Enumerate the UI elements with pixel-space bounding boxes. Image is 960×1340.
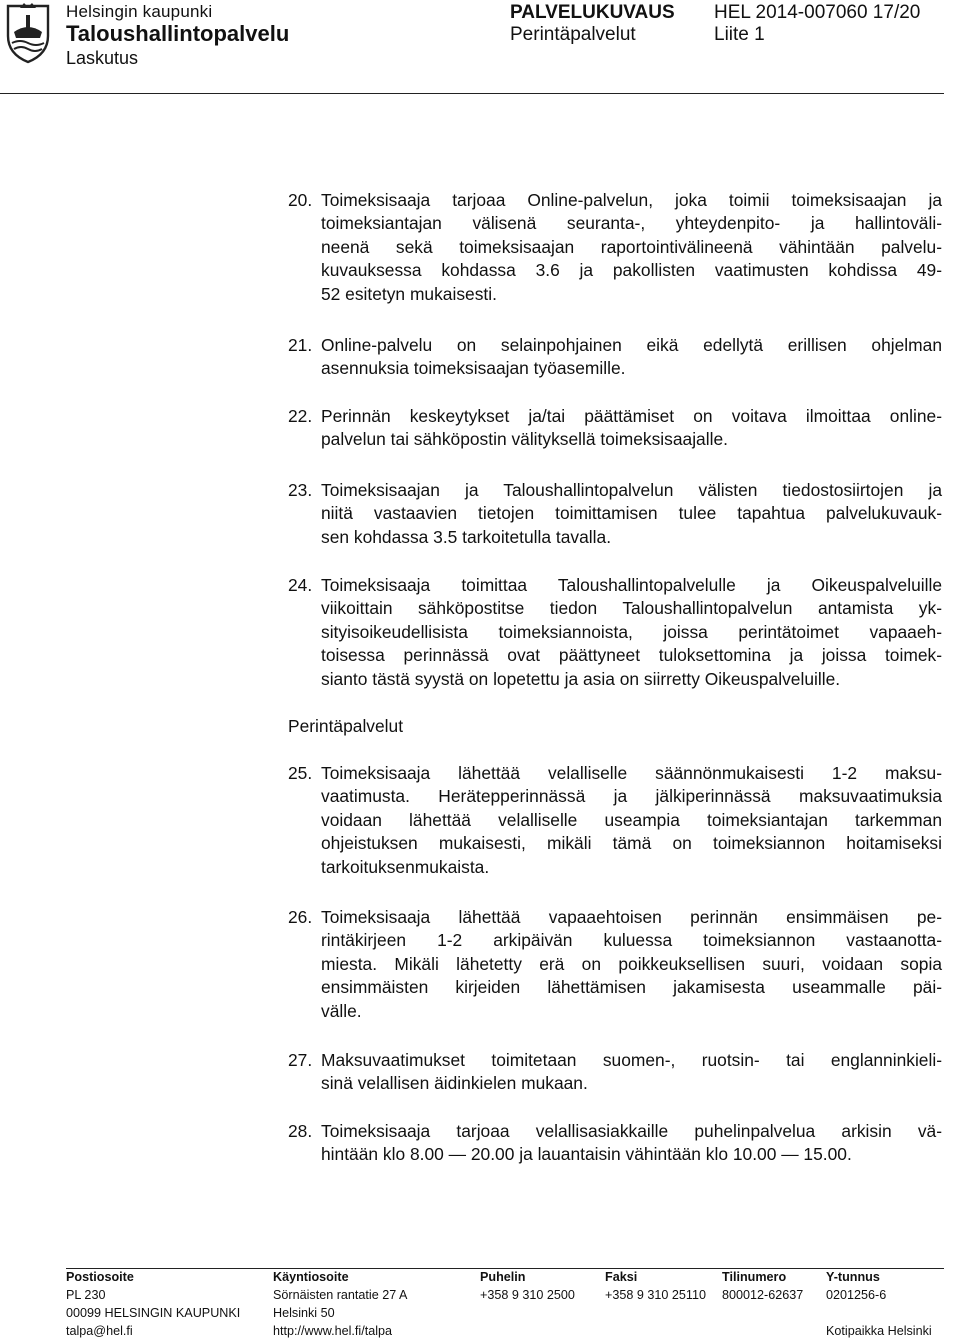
footer-label: Y-tunnus <box>826 1270 880 1284</box>
item-line: välle. <box>321 1000 362 1021</box>
attachment-label: Liite 1 <box>714 24 765 45</box>
item-line: Perinnän keskeytykset ja/tai päättämiset on voitava ilmoittaa online- <box>321 406 942 426</box>
item-line: Toimeksisaajan ja Taloushallintopalvelun välisten tiedostosiirtojen ja <box>321 480 942 500</box>
item-line: ensimmäisten kirjeiden lähettämisen jakamisesta useammalle päi- <box>321 977 942 998</box>
footer-value: 0201256-6 <box>826 1288 887 1302</box>
list-item <box>288 334 942 381</box>
item-number: 27. <box>288 1050 313 1070</box>
org-department: Taloushallintopalvelu <box>66 21 290 46</box>
footer-value: PL 230 <box>66 1288 106 1302</box>
item-number: 23. <box>288 480 313 500</box>
item-line: Toimeksisaaja tarjoaa Online-palvelun, joka toimii toimeksisaajan ja <box>321 190 942 210</box>
item-line: toisessa perinnässä ovat päättyneet tuloksettomina ja joissa toimek- <box>321 645 942 666</box>
item-line: ohjeistuksen mukaisesti, mikäli tämä on toimeksiannon hoitamiseksi <box>321 833 942 854</box>
item-number: 22. <box>288 406 313 426</box>
page-header <box>0 0 960 96</box>
item-line: voidaan lähettää velalliselle useampia toimeksiantajan tarkemman <box>321 809 942 830</box>
document-reference: HEL 2014-007060 17/20 <box>714 2 921 23</box>
item-line: sianto tästä syystä on lopetettu ja asia on siirretty Oikeuspalveluille. <box>321 668 841 689</box>
footer-postal-address <box>66 1268 240 1340</box>
footer-label: Tilinumero <box>722 1270 787 1284</box>
header-divider <box>0 93 944 94</box>
item-line: palvelun tai sähköpostin välityksellä toimeksisaajalle. <box>321 429 728 450</box>
item-line: vaatimusta. Herätepperinnässä ja jälkiperinnässä maksuvaatimuksia <box>321 786 942 807</box>
footer-label: Postiosoite <box>66 1270 134 1284</box>
footer-email-link[interactable]: talpa@hel.fi <box>66 1324 133 1338</box>
section-heading: Perintäpalvelut <box>288 716 404 736</box>
item-number: 24. <box>288 575 313 595</box>
item-line: toimeksiantajan välisenä seuranta-, yhteydenpito- ja hallintoväli- <box>321 213 942 234</box>
footer-label: Puhelin <box>480 1270 526 1284</box>
item-number: 21. <box>288 335 313 355</box>
footer-account <box>722 1268 803 1304</box>
list-item <box>288 479 942 549</box>
org-unit: Laskutus <box>66 48 139 68</box>
footer-value: Kotipaikka Helsinki <box>826 1324 932 1338</box>
list-item <box>288 1120 942 1167</box>
list-item <box>288 189 942 306</box>
footer-value: Helsinki 50 <box>273 1306 335 1320</box>
footer-value: 00099 HELSINGIN KAUPUNKI <box>66 1306 241 1320</box>
footer-value: +358 9 310 2500 <box>480 1288 575 1302</box>
item-line: viikoittain sähköpostitse tiedon Taloushallintopalvelun antamista yk- <box>321 598 942 619</box>
footer-spacer <box>826 1304 932 1322</box>
list-item <box>288 906 942 1023</box>
item-number: 25. <box>288 763 313 783</box>
document-subject: Perintäpalvelut <box>510 24 636 45</box>
item-number: 26. <box>288 907 313 927</box>
item-line: tarkoituksenmukaista. <box>321 856 490 877</box>
footer-value: Sörnäisten rantatie 27 A <box>273 1288 408 1302</box>
item-line: niitä vastaavien tietojen toimittamisen tulee tapahtua palvelukuvauk- <box>321 503 942 524</box>
item-line: Toimeksisaaja lähettää vapaaehtoisen perinnän ensimmäisen pe- <box>321 907 942 927</box>
item-line: miesta. Mikäli lähetetty erä on poikkeuksellisen suuri, voidaan sopia <box>321 953 942 974</box>
footer-phone <box>480 1268 575 1304</box>
item-line: 52 esitetyn mukaisesti. <box>321 283 497 304</box>
footer-value: 800012-62637 <box>722 1288 804 1302</box>
item-line: kuvauksessa kohdassa 3.6 ja pakollisten vaatimusten kohdissa 49- <box>321 260 942 281</box>
footer-value: +358 9 310 25110 <box>605 1288 706 1302</box>
item-line: Maksuvaatimukset toimitetaan suomen-, ruotsin- tai englanninkieli- <box>321 1050 942 1070</box>
helsinki-crest-icon <box>4 2 52 64</box>
footer-label: Faksi <box>605 1270 638 1284</box>
item-line: Online-palvelu on selainpohjainen eikä edellytä erillisen ohjelman <box>321 335 942 355</box>
list-item <box>288 1049 942 1096</box>
footer-fax <box>605 1268 706 1304</box>
item-line: Toimeksisaaja toimittaa Taloushallintopalvelulle ja Oikeuspalveluille <box>321 575 942 595</box>
item-line: sinä velallisen äidinkielen mukaan. <box>321 1073 588 1094</box>
footer-label: Käyntiosoite <box>273 1270 349 1284</box>
item-number: 28. <box>288 1121 313 1141</box>
item-line: neenä sekä toimeksisaajan raportointivälineenä vähintään palvelu- <box>321 236 942 257</box>
item-line: Toimeksisaaja tarjoaa velallisasiakkaille puhelinpalvelua arkisin vä- <box>321 1121 942 1141</box>
footer-website-link[interactable]: http://www.hel.fi/talpa <box>273 1324 393 1338</box>
item-line: sen kohdassa 3.5 tarkoitetulla tavalla. <box>321 526 612 547</box>
list-item <box>288 574 942 691</box>
item-line: sityisoikeudellisista toimeksiannoista, joissa perintätoimet vapaaeh- <box>321 621 942 642</box>
item-number: 20. <box>288 190 313 210</box>
footer-business-id <box>826 1268 932 1340</box>
footer-visiting-address <box>273 1268 407 1340</box>
item-line: rintäkirjeen 1-2 arkipäivän kuluessa toimeksiannon vastaanotta- <box>321 930 942 951</box>
item-line: asennuksia toimeksisaajan työasemille. <box>321 358 626 379</box>
list-item <box>288 762 942 879</box>
org-city: Helsingin kaupunki <box>66 2 213 21</box>
document-type: PALVELUKUVAUS <box>510 2 675 23</box>
item-line: hintään klo 8.00 — 20.00 ja lauantaisin vähintään klo 10.00 — 15.00. <box>321 1144 852 1165</box>
page-footer <box>0 1262 960 1338</box>
list-item <box>288 405 942 452</box>
item-line: Toimeksisaaja lähettää velalliselle säännönmukaisesti 1-2 maksu- <box>321 763 942 783</box>
